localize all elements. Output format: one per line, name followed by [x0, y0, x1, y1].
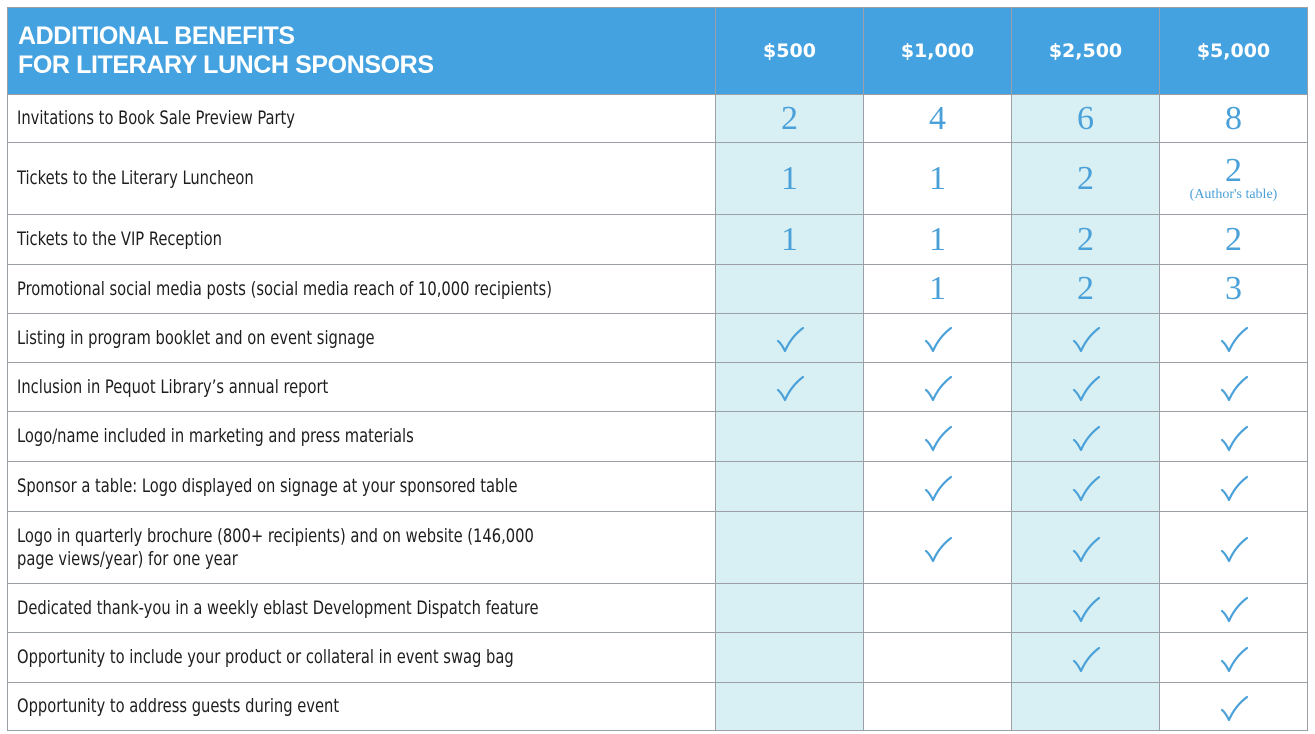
checkmark-icon [1071, 424, 1101, 454]
check-cell [716, 314, 864, 363]
check-cell [716, 412, 864, 462]
table-row [8, 265, 1308, 314]
value-cell [716, 265, 864, 314]
check-cell [864, 412, 1012, 462]
check-cell [1012, 683, 1160, 731]
value-cell [1160, 143, 1308, 215]
check-cell [1160, 412, 1308, 462]
value-cell: 6 [1012, 95, 1160, 143]
check-cell [1012, 512, 1160, 584]
value-cell: 2 [716, 95, 864, 143]
value-cell: 1 [716, 215, 864, 265]
benefit-label: Invitations to Book Sale Preview Party [8, 95, 716, 143]
checkmark-icon [923, 325, 953, 355]
checkmark-icon [775, 374, 805, 404]
check-cell [864, 512, 1012, 584]
table-row [8, 512, 1308, 584]
checkmark-icon [1071, 535, 1101, 565]
benefit-label: Inclusion in Pequot Library’s annual report [8, 363, 716, 412]
check-cell [1160, 683, 1308, 731]
header-row [8, 8, 1308, 95]
check-cell [716, 683, 864, 731]
check-cell [1012, 412, 1160, 462]
check-cell [1160, 633, 1308, 683]
tier-1000-header: $1,000 [864, 8, 1012, 95]
checkmark-icon [1071, 325, 1101, 355]
checkmark-icon [1071, 595, 1101, 625]
check-cell [1160, 462, 1308, 512]
value-cell: 1 [864, 143, 1012, 215]
value-cell: 1 [716, 143, 864, 215]
table-row [8, 584, 1308, 633]
checkmark-icon [1071, 374, 1101, 404]
tier-500-header: $500 [716, 8, 864, 95]
value-number: 2 [1225, 152, 1242, 189]
check-cell [716, 584, 864, 633]
value-cell: 2 [1012, 265, 1160, 314]
table-title [8, 8, 716, 95]
checkmark-icon [775, 325, 805, 355]
checkmark-icon [1219, 535, 1249, 565]
table-row [8, 143, 1308, 215]
value-cell: 1 [864, 215, 1012, 265]
table-row [8, 215, 1308, 265]
benefit-label: Promotional social media posts (social media reach of 10,000 recipients) [8, 265, 716, 314]
value-cell: 2 [1012, 143, 1160, 215]
table-row [8, 633, 1308, 683]
benefit-label: Sponsor a table: Logo displayed on signage at your sponsored table [8, 462, 716, 512]
benefit-label: Tickets to the VIP Reception [8, 215, 716, 265]
checkmark-icon [1071, 474, 1101, 504]
checkmark-icon [1219, 424, 1249, 454]
checkmark-icon [1219, 474, 1249, 504]
benefit-label: Logo/name included in marketing and press materials [8, 412, 716, 462]
value-cell: 2 [1012, 215, 1160, 265]
benefit-label: Logo in quarterly brochure (800+ recipients) and on website (146,000 page views/year) for one year [8, 512, 716, 584]
check-cell [716, 363, 864, 412]
check-cell [1160, 584, 1308, 633]
table-row [8, 363, 1308, 412]
table-row [8, 314, 1308, 363]
tier-2500-header: $2,500 [1012, 8, 1160, 95]
check-cell [1160, 363, 1308, 412]
check-cell [1012, 462, 1160, 512]
checkmark-icon [923, 474, 953, 504]
check-cell [716, 462, 864, 512]
table-row [8, 95, 1308, 143]
checkmark-icon [923, 374, 953, 404]
value-cell: 4 [864, 95, 1012, 143]
tier-5000-header: $5,000 [1160, 8, 1308, 95]
benefit-label: Opportunity to address guests during event [8, 683, 716, 731]
title-line-2: FOR LITERARY LUNCH SPONSORS [18, 51, 434, 79]
checkmark-icon [1219, 645, 1249, 675]
check-cell [864, 363, 1012, 412]
sponsor-benefits-table [7, 7, 1308, 731]
check-cell [1160, 314, 1308, 363]
checkmark-icon [923, 535, 953, 565]
authors-table-note: (Author's table) [1189, 187, 1278, 202]
check-cell [864, 683, 1012, 731]
benefit-label: Opportunity to include your product or collateral in event swag bag [8, 633, 716, 683]
value-cell: 8 [1160, 95, 1308, 143]
check-cell [864, 633, 1012, 683]
check-cell [716, 633, 864, 683]
check-cell [1012, 584, 1160, 633]
checkmark-icon [923, 424, 953, 454]
check-cell [716, 512, 864, 584]
title-line-1: ADDITIONAL BENEFITS [18, 22, 295, 50]
table-row [8, 683, 1308, 731]
checkmark-icon [1071, 645, 1101, 675]
check-cell [1160, 512, 1308, 584]
table-row [8, 462, 1308, 512]
table-row [8, 412, 1308, 462]
check-cell [1012, 314, 1160, 363]
value-cell: 3 [1160, 265, 1308, 314]
check-cell [864, 314, 1012, 363]
benefit-label: Listing in program booklet and on event signage [8, 314, 716, 363]
check-cell [864, 462, 1012, 512]
check-cell [864, 584, 1012, 633]
checkmark-icon [1219, 374, 1249, 404]
check-cell [1012, 363, 1160, 412]
checkmark-icon [1219, 694, 1249, 724]
benefit-label: Tickets to the Literary Luncheon [8, 143, 716, 215]
checkmark-icon [1219, 595, 1249, 625]
checkmark-icon [1219, 325, 1249, 355]
benefit-label: Dedicated thank-you in a weekly eblast Development Dispatch feature [8, 584, 716, 633]
value-cell: 2 [1160, 215, 1308, 265]
value-cell: 1 [864, 265, 1012, 314]
check-cell [1012, 633, 1160, 683]
